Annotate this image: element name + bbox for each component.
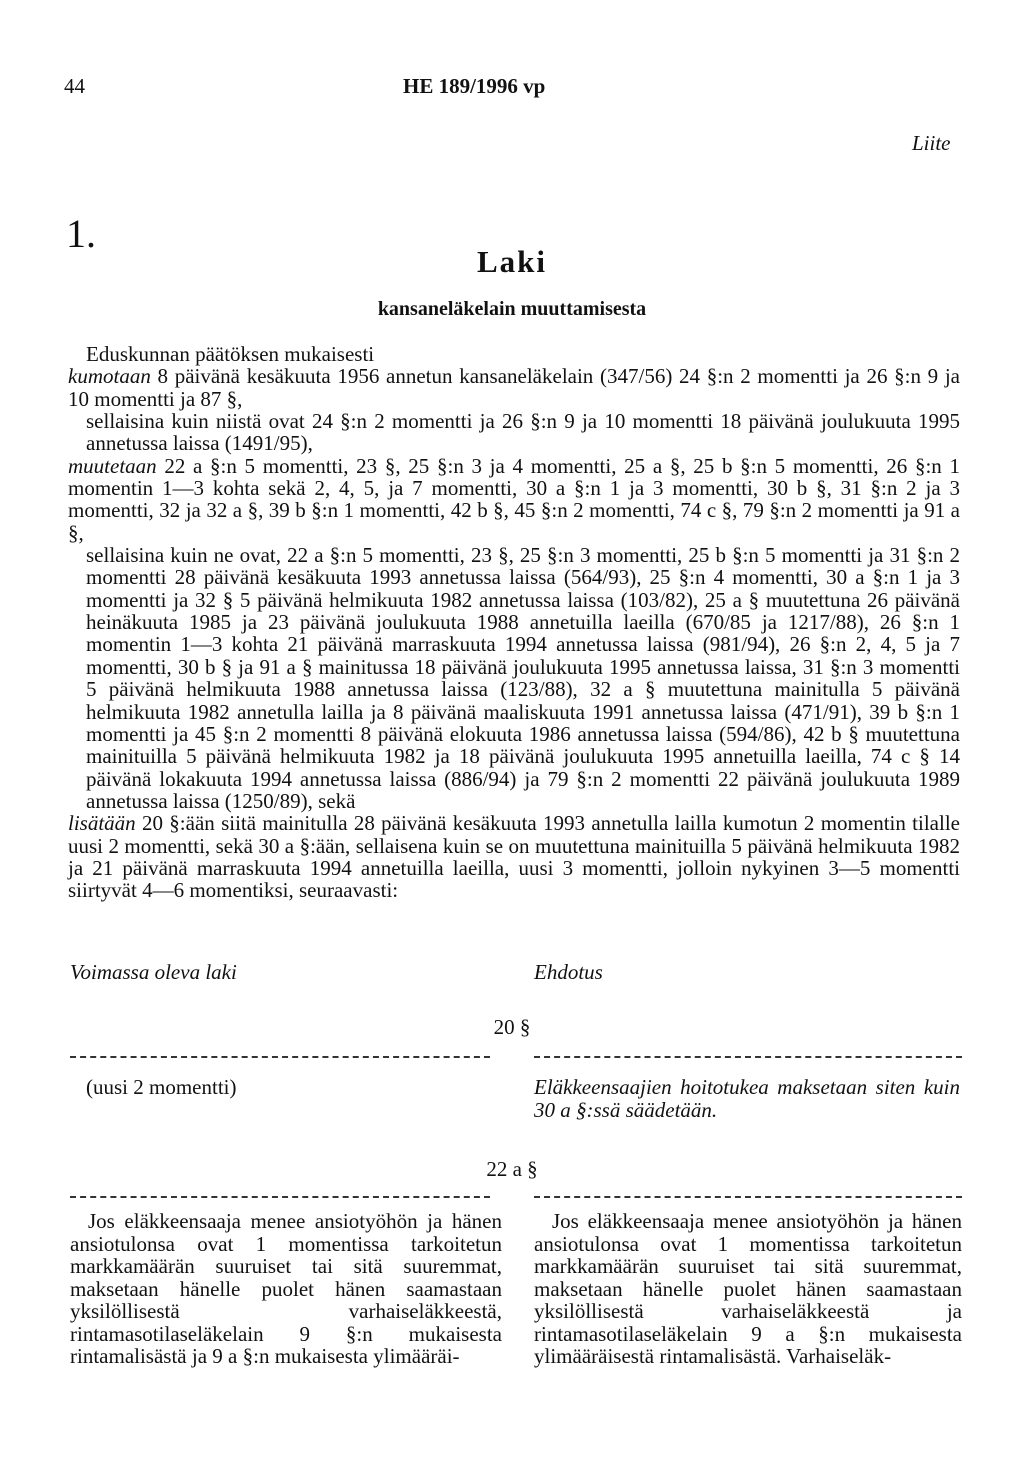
preamble-amend (68, 455, 960, 544)
column-heading-current-law: Voimassa oleva laki (70, 960, 237, 984)
omission-line-left (70, 1056, 490, 1058)
omission-line-left (70, 1196, 490, 1198)
proposal-22a: Jos eläkkeensaaja menee ansiotyöhön ja hänen ansiotulonsa ovat 1 momentissa tarkoitetun markkamäärän suuruiset tai sitä suuremmat, maksetaan hänelle puolet hänen saamastaan yksilöllisestä varhaiseläkkeestä ja rintamasotilaseläkelain 9 a §:n mukaisesta ylimääräisestä rintamalisästä. Varhaiseläk- (534, 1209, 962, 1368)
repeal-text: 8 päivänä kesäkuuta 1956 annetun kansaneläkelain (347/56) 24 §:n 2 momentti ja 26 §:n 9 ja 10 momentti ja 87 §, (68, 364, 960, 411)
law-number: 1. (66, 211, 96, 256)
preamble (68, 343, 960, 902)
current-law-22a: Jos eläkkeensaaja menee ansiotyöhön ja hänen ansiotulonsa ovat 1 momentissa tarkoitetun markkamäärän suuruiset tai sitä suuremmat, maksetaan hänelle puolet hänen saamastaan yksilöllisestä varhaiseläkkeestä, rintamasotilaseläkelain 9 §:n mukaisesta rintamalisästä ja 9 a §:n mukaisesta ylimääräi- (70, 1209, 502, 1368)
keyword-lisataan: lisätään (68, 811, 136, 836)
proposal-20: Eläkkeensaajien hoitotukea maksetaan siten kuin 30 a §:ssä säädetään. (534, 1075, 960, 1122)
preamble-add (68, 812, 960, 901)
keyword-muutetaan: muutetaan (68, 453, 157, 478)
running-title: HE 189/1996 vp (403, 74, 546, 98)
preamble-repeal-source: sellaisina kuin niistä ovat 24 §:n 2 momentti ja 26 §:n 9 ja 10 momentti 18 päivänä joulukuuta 1995 annetussa laissa (1491/95), (86, 409, 960, 456)
preamble-intro: Eduskunnan päätöksen mukaisesti (86, 342, 375, 366)
page-number: 44 (64, 74, 85, 98)
preamble-repeal (68, 365, 960, 410)
column-heading-proposal: Ehdotus (534, 960, 603, 984)
section-label-20: 20 § (493, 1015, 531, 1039)
amend-text: 22 a §:n 5 momentti, 23 §, 25 §:n 3 ja 4 momentti, 25 a §, 25 b §:n 5 momentti, 26 §:n 1 momentin 1—3 kohta sekä 2, 4, 5, ja 7 momentti, 30 a §:n 1 ja 3 momentti, 30 b §, 31 §:n 2 ja 3 momentti, 32 ja 32 a §, 39 b §:n 1 momentti, 42 b §, 45 §:n 2 momentti, 74 c §, 79 §:n 2 momentti ja 91 a §, (68, 453, 960, 545)
preamble-amend-source: sellaisina kuin ne ovat, 22 a §:n 5 momentti, 23 §, 25 §:n 3 momentti, 25 b §:n 5 momentti ja 31 §:n 2 momentti 28 päivänä kesäkuuta 1993 annetussa laissa (564/93), 25 §:n 4 momentti, 30 a §:n 1 ja 3 momentti ja 32 § 5 päivänä helmikuuta 1982 annetussa laissa (103/82), 25 a § muutettuna 26 päivänä heinäkuuta 1985 ja 23 päivänä joulukuuta 1988 annetuilla laeilla (670/85 ja 1217/88), 26 §:n 1 momentin 1—3 kohta 21 päivänä marraskuuta 1994 annetussa laissa (981/94), 26 §:n 2, 4, 5 ja 7 momentti, 30 b § ja 91 a § mainitussa 18 päivänä joulukuuta 1995 annetussa laissa, 31 §:n 3 momentti 5 päivänä helmikuuta 1988 annetussa laissa (123/88), 32 a § muutettuna mainitulla 5 päivänä helmikuuta 1982 annetulla lailla ja 8 päivänä maaliskuuta 1991 annetussa laissa (471/91), 39 b §:n 1 momentti ja 45 §:n 2 momentti 8 päivänä elokuuta 1986 annetussa laissa (594/86), 42 b § muutettuna mainituilla 5 päivänä helmikuuta 1982 ja 18 päivänä joulukuuta 1995 annetuilla laeilla, 74 c § 14 päivänä lokakuuta 1994 annetussa laissa (886/94) ja 79 §:n 2 momentti 22 päivänä joulukuuta 1989 annetussa laissa (1250/89), sekä (86, 543, 960, 813)
section-label-22a: 22 a § (486, 1157, 538, 1181)
current-law-20: (uusi 2 momentti) (86, 1075, 237, 1099)
keyword-kumotaan: kumotaan (68, 364, 151, 389)
law-subtitle: kansaneläkelain muuttamisesta (377, 298, 647, 320)
appendix-label: Liite (912, 131, 951, 155)
add-text: 20 §:ään siitä mainitulla 28 päivänä kesäkuuta 1993 annetulla lailla kumotun 2 momentin tilalle uusi 2 momentti, sekä 30 a §:ään, sellaisena kuin se on muutettuna mainituilla 5 päivänä helmikuuta 1982 ja 21 päivänä marraskuuta 1994 annetuilla laeilla, uusi 3 momentti, jolloin nykyinen 3—5 momentti siirtyvät 4—6 momentiksi, seuraavasti: (68, 811, 960, 903)
omission-line-right (534, 1056, 962, 1058)
omission-line-right (534, 1196, 962, 1198)
law-title: Laki (476, 244, 548, 279)
